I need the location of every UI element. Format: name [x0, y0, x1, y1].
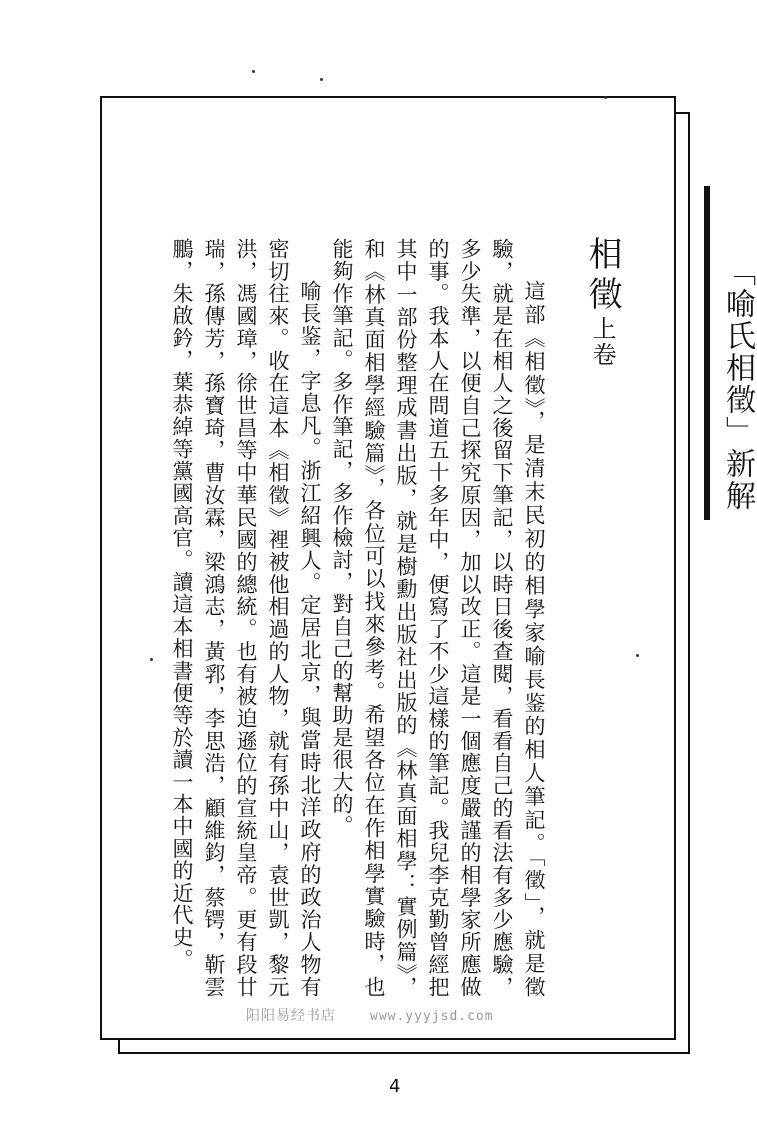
running-side-title: 「喻氏相徵」新解	[720, 256, 755, 512]
body-text	[140, 238, 550, 998]
scan-speck	[636, 654, 639, 657]
watermark	[246, 1005, 494, 1025]
chapter-volume: 上卷	[588, 316, 616, 368]
watermark-name: 阳阳易经书店	[246, 1008, 336, 1024]
page-number: 4	[389, 1076, 401, 1097]
paragraph: 這部《相徵》，是清末民初的相學家喻長鉴的相人筆記。「徵」，就是徵驗，就是在相人之後留下筆記，以時日後查閱，看看自己的看法有多少應驗，多少失準，以便自己探究原因，加以改正。這是一個應度嚴謹的相學家所應做的事。我本人在問道五十多年中，便寫了不少這樣的筆記。我兒李克勤曾經把其中一部份整理成書出版，就是樹勳出版社出版的《林真面相學：實例篇》，和《林真面相學經驗篇》，各位可以找來參考。希望各位在作相學實驗時，也能夠作筆記。多作筆記，多作檢討，對自己的幫助是很大的。	[330, 238, 546, 998]
paragraph: 喻長鉴，字息凡。浙江紹興人。定居北京，與當時北洋政府的政治人物有密切往來。收在這本《相徵》裡被他相過的人物，就有孫中山，袁世凱，黎元洪，馮國璋，徐世昌等中華民國的總統。也有被迫遜位的宣統皇帝。更有段廿瑞，孫傳芳，孫寶琦，曹汝霖，梁鴻志，黃郛，李思浩，顧維鈞，蔡锷，靳雲鵬，朱啟鈐，葉恭綽等黨國高官。讀這本相書便等於讀一本中國的近代史。	[170, 238, 322, 998]
chapter-title: 相徵	[582, 236, 622, 316]
scan-speck	[320, 78, 323, 81]
chapter-heading	[582, 236, 622, 368]
scan-speck	[150, 658, 153, 661]
watermark-url: www.yyyjsd.com	[370, 1009, 494, 1024]
side-title-bar	[704, 186, 710, 520]
scan-speck	[604, 96, 607, 99]
scan-speck	[252, 70, 255, 73]
